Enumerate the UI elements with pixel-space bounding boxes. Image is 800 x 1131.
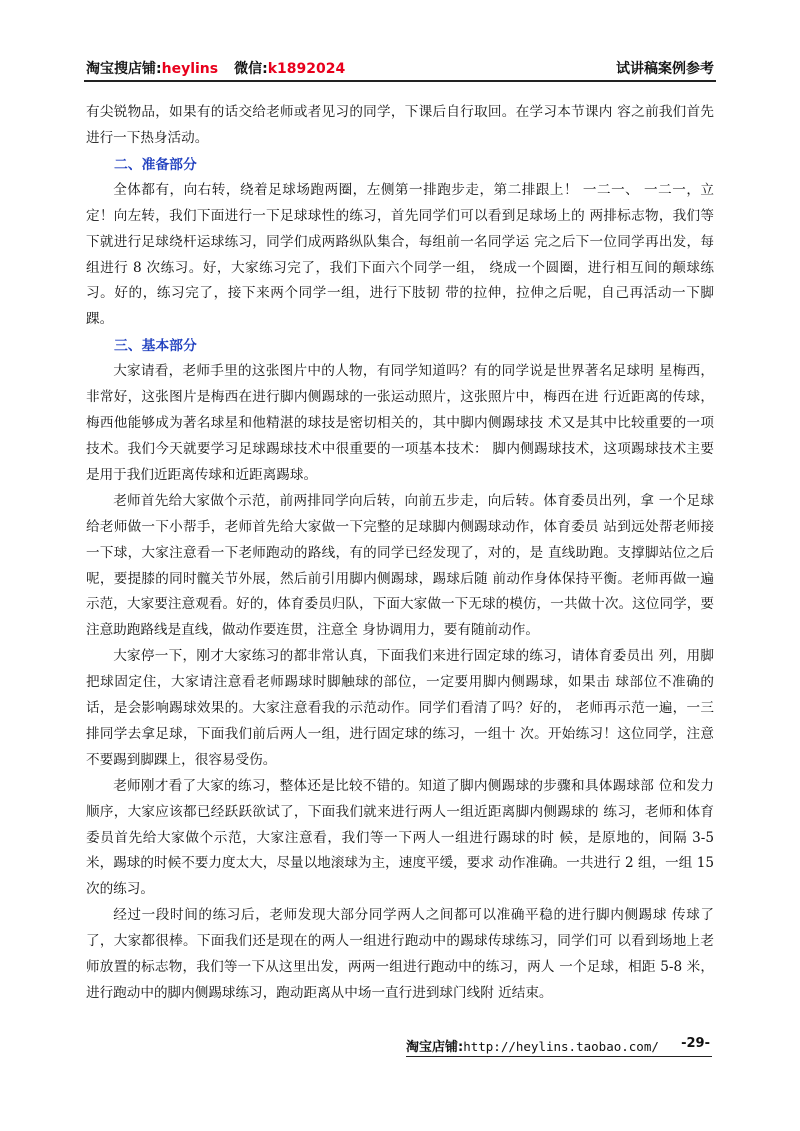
page-header (84, 56, 716, 82)
paragraph-warmup: 全体都有，向右转，绕着足球场跑两圈，左侧第一排跑步走，第二排跟上！ 一二一、 一二一，立定！向左转，我们下面进行一下足球球性的练习，首先同学们可以看到足球场上的 两排标志物，我们等下就进行足球绕杆运球练习，同学们成两路纵队集合，每组前一名同学运 完之后下一位同学再出发，每组进行 8 次练习。好，大家练习完了，我们下面六个同学一组， 绕成一个圆圈，进行相互间的颠球练习。好的，练习完了，接下来两个同学一组，进行下肢韧 带的拉伸，拉伸之后呢，自己再活动一下脚踝。 (86, 181, 714, 328)
header-shop-label: 淘宝搜店铺: (86, 61, 162, 77)
paragraph-fixed-ball: 大家停一下，刚才大家练习的都非常认真，下面我们来进行固定球的练习，请体育委员出 列，用脚把球固定住，大家请注意看老师踢球时脚触球的部位，一定要用脚内侧踢球，如果击 球部位不准确的话，是会影响踢球效果的。大家注意看我的示范动作。同学们看清了吗？好的， 老师再示范一遍，一三排同学去拿足球，下面我们前后两人一组，进行固定球的练习，一组十 次。开始练习！这位同学，注意不要踢到脚踝上，很容易受伤。 (86, 648, 714, 768)
paragraph-messi-intro: 大家请看，老师手里的这张图片中的人物，有同学知道吗？有的同学说是世界著名足球明 星梅西，非常好，这张图片是梅西在进行脚内侧踢球的一张运动照片，这张照片中，梅西在进 行近距离的传球，梅西他能够成为著名球星和他精湛的球技是密切相关的，其中脚内侧踢球技 术又是其中比较重要的一项技术。我们今天就要学习足球踢球技术中很重要的一项基本技术： 脚内侧踢球技术，这项踢球技术主要是用于我们近距离传球和近距离踢球。 (86, 363, 714, 483)
document-body (86, 100, 714, 1007)
header-wechat-id: k1892024 (267, 61, 346, 77)
paragraph-demonstration: 老师首先给大家做个示范，前两排同学向后转，向前五步走，向后转。体育委员出列，拿 一个足球给老师做一下小帮手，老师首先给大家做一下完整的足球脚内侧踢球动作，体育委员 站到远处帮老师接一下球，大家注意看一下老师跑动的路线，有的同学已经发现了，对的，是 直线助跑。支撑脚站位之后呢，要提膝的同时髋关节外展，然后前引用脚内侧踢球，踢球后随 前动作身体保持平衡。老师再做一遍示范，大家要注意观看。好的，体育委员归队，下面大家做一下无球的模仿，一共做十次。这位同学，要注意助跑路线是直线，做动作要连贯，注意全 身协调用力，要有随前动作。 (86, 492, 714, 639)
paragraph-pair-practice: 老师刚才看了大家的练习，整体还是比较不错的。知道了脚内侧踢球的步骤和具体踢球部 位和发力顺序，大家应该都已经跃跃欲试了，下面我们就来进行两人一组近距离脚内侧踢球的 练习，老师和体育委员首先给大家做个示范，大家注意看，我们等一下两人一组进行踢球的时 候，是原地的，间隔 3-5 米，踢球的时候不要力度太大，尽量以地滚球为主，速度平缓，要求 动作准确。一共进行 2 组，一组 15 次的练习。 (86, 777, 714, 898)
header-shop-name: heylins (161, 61, 219, 77)
header-wechat-label: 微信: (234, 61, 268, 77)
page-footer (406, 1036, 712, 1057)
section-heading-preparation: 二、准备部分 (114, 156, 197, 173)
section-heading-basic: 三、基本部分 (114, 338, 197, 355)
intro-paragraph: 有尖锐物品，如果有的话交给老师或者见习的同学，下课后自行取回。在学习本节课内 容之前我们首先进行一下热身活动。 (86, 104, 714, 146)
header-title: 试讲稿案例参考 (616, 61, 714, 77)
footer-shop-label: 淘宝店铺: (406, 1040, 464, 1055)
paragraph-moving-practice: 经过一段时间的练习后，老师发现大部分同学两人之间都可以准确平稳的进行脚内侧踢球 传球了了，大家都很棒。下面我们还是现在的两人一组进行跑动中的踢球传球练习，同学们可 以看到场地上老师放置的标志物，我们等一下从这里出发，两两一组进行跑动中的练习，两人 一个足球，相距 5-8 米，进行跑动中的脚内侧踢球练习，跑动距离从中场一直行进到球门线附 近结束。 (86, 907, 714, 1001)
footer-shop-url[interactable]: http://heylins.taobao.com/ (463, 1039, 659, 1054)
header-left (86, 58, 345, 78)
page-number: -29- (681, 1036, 710, 1051)
